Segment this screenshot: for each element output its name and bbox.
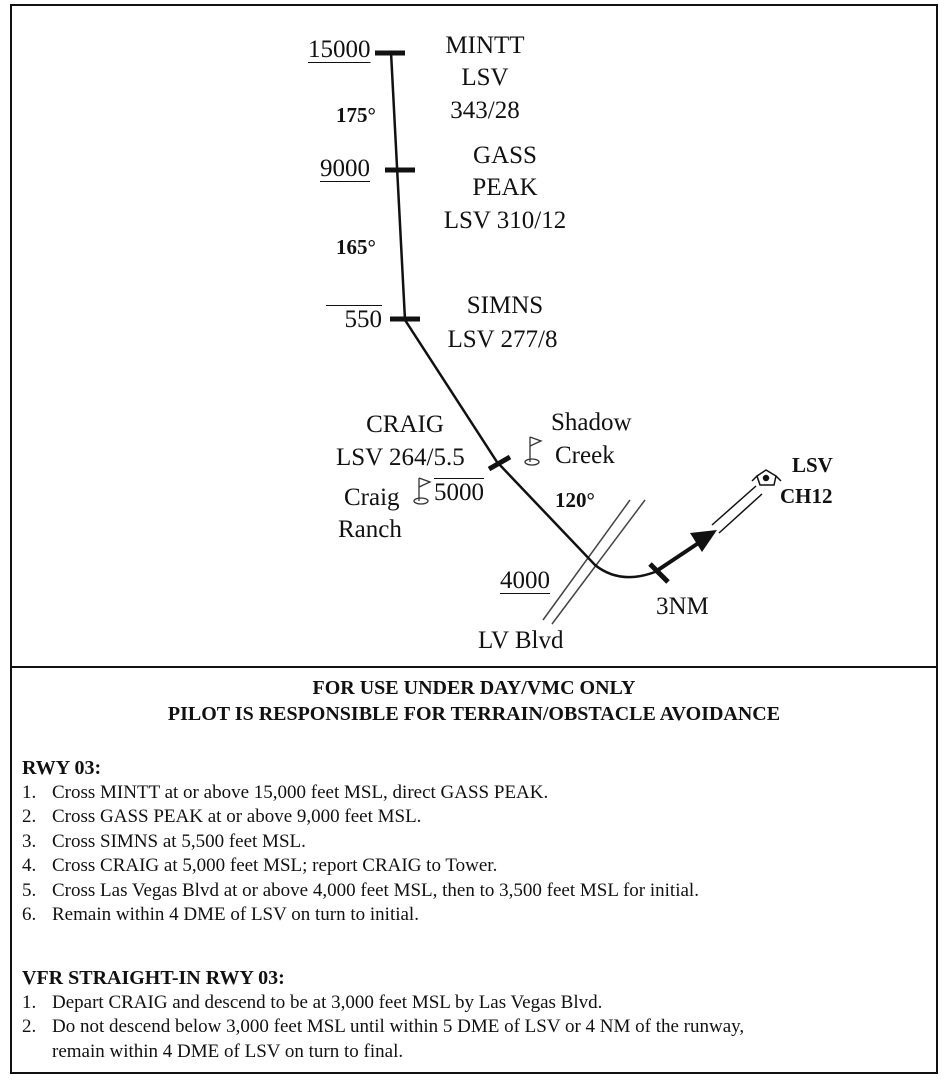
heading-175: 175°	[336, 103, 376, 127]
navaid-channel-label: CH12	[780, 484, 833, 508]
step-number: 2.	[22, 1016, 37, 1038]
step-text-continuation: remain within 4 DME of LSV on turn to final.	[52, 1040, 404, 1062]
vfr-steps	[22, 991, 744, 1064]
arrow-head	[690, 530, 717, 552]
step-number: 3.	[22, 830, 37, 852]
step-number: 6.	[22, 904, 37, 926]
vfr-heading: VFR STRAIGHT-IN RWY 03:	[22, 967, 285, 989]
turn-point-3nm: 3NM	[656, 593, 709, 620]
tacan-navaid-icon	[752, 470, 781, 485]
step-text: Cross MINTT at or above 15,000 feet MSL, direct GASS PEAK.	[52, 782, 549, 803]
rwy03-step	[22, 805, 699, 829]
fix-craig-name: CRAIG	[366, 411, 444, 438]
altitude-9000: 9000	[320, 155, 370, 182]
altitude-15000: 15000	[308, 36, 371, 63]
altitude-4000: 4000	[500, 567, 550, 594]
notice-pilot-responsibility: PILOT IS RESPONSIBLE FOR TERRAIN/OBSTACLE AVOIDANCE	[167, 703, 781, 725]
fix-craig-radial: LSV 264/5.5	[336, 444, 465, 471]
altitude-550: 550	[326, 305, 382, 334]
rwy03-step	[22, 854, 699, 878]
route-final-segment	[655, 542, 700, 572]
rwy03-step	[22, 781, 699, 805]
fix-gass-label-2: PEAK	[472, 174, 538, 201]
fix-simns-name: SIMNS	[466, 292, 544, 319]
step-text: Cross Las Vegas Blvd at or above 4,000 feet MSL, then to 3,500 feet MSL for initial.	[52, 879, 699, 901]
shadow-creek-label-2: Creek	[555, 442, 615, 469]
altitude-5000: 5000	[434, 479, 484, 506]
step-text: Remain within 4 DME of LSV on turn to initial.	[52, 904, 419, 926]
rwy03-heading: RWY 03:	[22, 757, 102, 779]
step-number: 2.	[22, 806, 37, 828]
shadow-creek-label-1: Shadow	[551, 409, 632, 436]
heading-120: 120°	[555, 488, 595, 512]
vfr-step	[22, 1015, 744, 1064]
lv-blvd-road-line-2	[552, 500, 645, 624]
notice-day-vmc: FOR USE UNDER DAY/VMC ONLY	[312, 677, 636, 699]
fix-mintt-radial: 343/28	[450, 97, 520, 124]
craig-ranch-label-2: Ranch	[338, 516, 402, 543]
fix-mintt-navaid: LSV	[461, 64, 509, 91]
golf-course-icon-shadow-creek	[525, 437, 541, 465]
lv-blvd-label: LV Blvd	[478, 627, 564, 654]
vfr-step	[22, 991, 744, 1015]
rwy03-step	[22, 879, 699, 903]
rwy03-step	[22, 903, 699, 927]
step-number: 4.	[22, 855, 37, 877]
tick-craig	[489, 457, 510, 469]
golf-course-icon-craig-ranch	[414, 478, 430, 504]
navaid-lsv-label: LSV	[792, 453, 833, 477]
step-number: 1.	[22, 782, 37, 803]
step-number: 1.	[22, 992, 37, 1013]
step-text: Cross CRAIG at 5,000 feet MSL; report CRAIG to Tower.	[52, 855, 498, 877]
step-text: Depart CRAIG and descend to be at 3,000 feet MSL by Las Vegas Blvd.	[52, 992, 603, 1013]
step-number: 5.	[22, 879, 37, 901]
section-divider	[10, 666, 938, 668]
step-text: Cross SIMNS at 5,500 feet MSL.	[52, 830, 306, 852]
fix-simns-radial: LSV 277/8	[447, 326, 558, 353]
lv-blvd-road-line-1	[543, 500, 630, 620]
step-text: Cross GASS PEAK at or above 9,000 feet MSL.	[52, 806, 422, 828]
fix-gass-label-1: GASS	[473, 142, 537, 169]
rwy03-steps	[22, 781, 699, 927]
fix-gass-radial: LSV 310/12	[443, 207, 567, 234]
heading-165: 165°	[336, 235, 376, 259]
fix-mintt-name: MINTT	[445, 32, 525, 59]
step-text: Do not descend below 3,000 feet MSL until within 5 DME of LSV or 4 NM of the runway,	[52, 1016, 745, 1038]
rwy03-step	[22, 830, 699, 854]
craig-ranch-label-1: Craig	[344, 484, 400, 511]
